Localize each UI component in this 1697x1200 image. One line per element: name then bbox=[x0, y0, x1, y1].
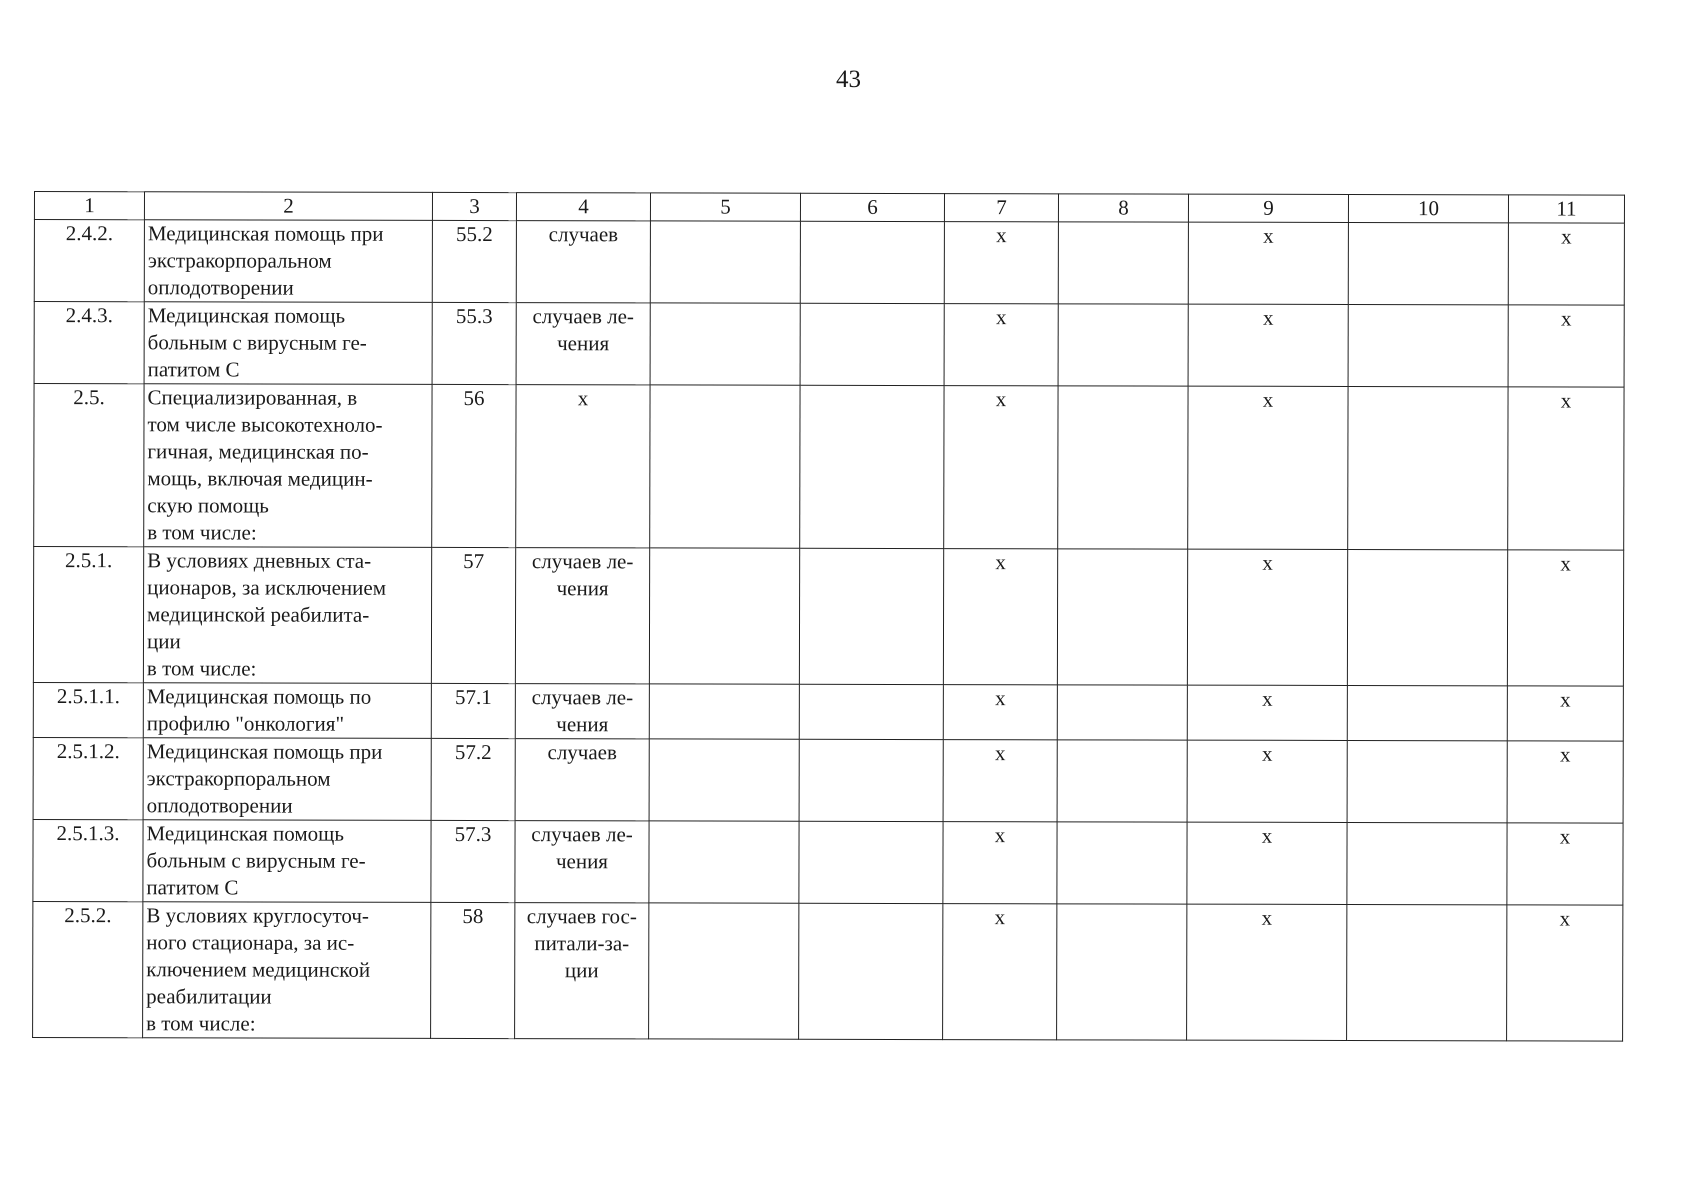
table-header bbox=[34, 192, 1624, 224]
row-col-7: x bbox=[943, 822, 1057, 904]
row-col-10 bbox=[1347, 904, 1507, 1040]
row-col-8 bbox=[1057, 822, 1187, 904]
header-cell-3: 3 bbox=[432, 192, 516, 220]
row-unit: x bbox=[516, 385, 650, 548]
row-number: 2.5.1.1. bbox=[33, 682, 143, 737]
row-col-8 bbox=[1058, 222, 1188, 304]
row-col-5 bbox=[649, 903, 799, 1039]
row-col-11: x bbox=[1507, 905, 1623, 1041]
row-col-11: x bbox=[1507, 741, 1623, 823]
row-col-5 bbox=[650, 221, 800, 303]
row-unit: случаев гос- питали-за- ции bbox=[515, 903, 649, 1039]
row-col-9: x bbox=[1187, 549, 1347, 685]
header-cell-9: 9 bbox=[1188, 194, 1348, 222]
row-unit: случаев ле- чения bbox=[516, 303, 650, 385]
row-name: Медицинская помощь при экстракорпоральном оплодотворении bbox=[143, 738, 431, 821]
table-row bbox=[34, 220, 1624, 306]
row-col-10 bbox=[1347, 549, 1507, 685]
row-unit: случаев ле- чения bbox=[515, 821, 649, 903]
page-number: 43 bbox=[836, 66, 861, 93]
row-col-11: x bbox=[1508, 387, 1624, 550]
row-code: 57.2 bbox=[431, 738, 515, 820]
row-name: Медицинская помощь больным с вирусным ге- патитом С bbox=[144, 302, 432, 385]
row-col-11: x bbox=[1508, 223, 1624, 305]
row-unit: случаев bbox=[515, 739, 649, 821]
row-col-8 bbox=[1057, 549, 1187, 685]
header-cell-10: 10 bbox=[1348, 194, 1508, 222]
row-col-5 bbox=[650, 385, 800, 548]
row-code: 58 bbox=[431, 902, 515, 1038]
row-col-7: x bbox=[944, 222, 1058, 304]
row-col-11: x bbox=[1507, 550, 1623, 686]
row-unit: случаев ле- чения bbox=[515, 684, 649, 739]
row-col-10 bbox=[1348, 304, 1508, 386]
row-name: Медицинская помощь по профилю "онкология" bbox=[143, 683, 431, 739]
table-row bbox=[34, 302, 1624, 388]
header-row bbox=[34, 192, 1624, 224]
row-number: 2.5.2. bbox=[33, 901, 143, 1037]
row-number: 2.5.1.2. bbox=[33, 737, 143, 819]
row-code: 56 bbox=[432, 384, 516, 547]
row-unit: случаев ле- чения bbox=[515, 548, 649, 684]
row-col-9: x bbox=[1188, 304, 1348, 386]
row-col-7: x bbox=[943, 904, 1057, 1040]
row-col-9: x bbox=[1188, 386, 1348, 549]
row-col-8 bbox=[1057, 685, 1187, 740]
table-row bbox=[33, 547, 1623, 687]
row-col-10 bbox=[1347, 822, 1507, 904]
header-cell-7: 7 bbox=[944, 194, 1058, 222]
row-col-11: x bbox=[1508, 305, 1624, 387]
statistics-table bbox=[32, 191, 1625, 1042]
row-col-6 bbox=[800, 303, 944, 385]
row-col-11: x bbox=[1507, 686, 1623, 741]
row-col-7: x bbox=[943, 740, 1057, 822]
row-col-5 bbox=[649, 821, 799, 903]
row-unit: случаев bbox=[516, 221, 650, 303]
row-number: 2.5. bbox=[34, 384, 144, 547]
row-col-8 bbox=[1057, 740, 1187, 822]
row-name: Специализированная, в том числе высокотехноло- гичная, медицинская по- мощь, включая медицин- скую помощь в том числе: bbox=[144, 384, 432, 548]
header-cell-6: 6 bbox=[800, 193, 944, 221]
row-col-8 bbox=[1058, 304, 1188, 386]
row-col-9: x bbox=[1188, 222, 1348, 304]
row-number: 2.4.2. bbox=[34, 220, 144, 302]
row-code: 57.3 bbox=[431, 820, 515, 902]
header-cell-4: 4 bbox=[516, 193, 650, 221]
row-col-9: x bbox=[1187, 822, 1347, 904]
row-name: Медицинская помощь при экстракорпоральном оплодотворении bbox=[144, 220, 432, 303]
row-number: 2.5.1.3. bbox=[33, 819, 143, 901]
row-col-5 bbox=[649, 548, 799, 684]
row-number: 2.5.1. bbox=[33, 547, 143, 683]
row-col-5 bbox=[649, 684, 799, 739]
row-col-9: x bbox=[1187, 904, 1347, 1040]
row-col-8 bbox=[1058, 386, 1188, 549]
row-name: В условиях круглосуточ- ного стационара, за ис- ключением медицинской реабилитации в том числе: bbox=[143, 902, 431, 1039]
row-col-7: x bbox=[943, 549, 1057, 685]
row-col-6 bbox=[799, 821, 943, 903]
row-col-6 bbox=[799, 739, 943, 821]
table-row bbox=[34, 384, 1624, 551]
row-col-10 bbox=[1348, 222, 1508, 304]
row-code: 55.2 bbox=[432, 220, 516, 302]
row-col-6 bbox=[799, 548, 943, 684]
row-col-6 bbox=[800, 221, 944, 303]
header-cell-11: 11 bbox=[1508, 195, 1624, 223]
table-row bbox=[33, 901, 1623, 1041]
row-col-10 bbox=[1347, 685, 1507, 740]
table-container bbox=[32, 191, 1625, 1042]
row-name: В условиях дневных ста- ционаров, за исключением медицинской реабилита- ции в том числе: bbox=[143, 547, 431, 684]
row-code: 57.1 bbox=[431, 683, 515, 738]
table-row bbox=[33, 737, 1623, 823]
row-col-10 bbox=[1348, 386, 1508, 549]
row-col-6 bbox=[799, 684, 943, 739]
row-code: 57 bbox=[431, 547, 515, 683]
row-name: Медицинская помощь больным с вирусным ге- патитом С bbox=[143, 820, 431, 903]
row-col-9: x bbox=[1187, 685, 1347, 740]
row-col-7: x bbox=[943, 685, 1057, 740]
row-col-7: x bbox=[944, 304, 1058, 386]
header-cell-1: 1 bbox=[34, 192, 144, 220]
row-number: 2.4.3. bbox=[34, 302, 144, 384]
row-col-8 bbox=[1057, 904, 1187, 1040]
row-col-6 bbox=[799, 903, 943, 1039]
row-col-5 bbox=[650, 303, 800, 385]
row-col-9: x bbox=[1187, 740, 1347, 822]
table-body bbox=[33, 220, 1625, 1042]
row-col-10 bbox=[1347, 740, 1507, 822]
row-col-11: x bbox=[1507, 823, 1623, 905]
table-row bbox=[33, 682, 1623, 741]
row-col-7: x bbox=[944, 386, 1058, 549]
header-cell-2: 2 bbox=[144, 192, 432, 221]
header-cell-8: 8 bbox=[1058, 194, 1188, 222]
header-cell-5: 5 bbox=[650, 193, 800, 221]
row-col-6 bbox=[800, 385, 944, 548]
row-col-5 bbox=[649, 739, 799, 821]
row-code: 55.3 bbox=[432, 302, 516, 384]
table-row bbox=[33, 819, 1623, 905]
